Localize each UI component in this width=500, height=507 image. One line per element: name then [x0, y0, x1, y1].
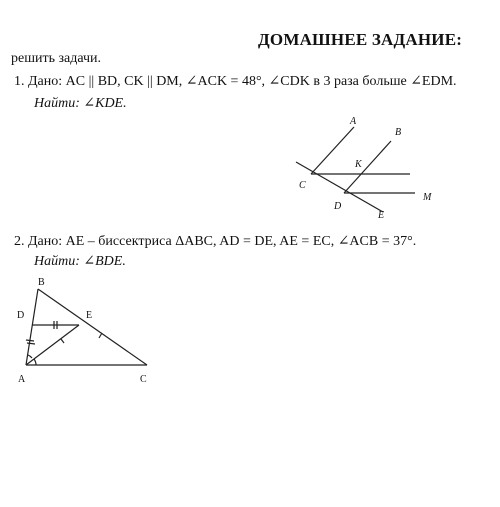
point-label-a: A [350, 116, 357, 127]
point-label-c: C [299, 180, 306, 191]
point-label-e: E [378, 210, 385, 221]
page-title: ДОМАШНЕЕ ЗАДАНИЕ: [258, 30, 463, 49]
point-label-k: K [355, 159, 362, 170]
intro-text: решить задачи. [11, 51, 102, 66]
angle-arc-2 [28, 355, 32, 358]
tri-label-b: B [38, 277, 45, 288]
tick-ec [99, 333, 102, 338]
side-ab [26, 289, 38, 365]
tri-label-d: D [17, 310, 25, 321]
angle-arc-1 [34, 359, 36, 365]
bisector-ae [26, 325, 79, 365]
tri-label-e: E [86, 310, 93, 321]
tri-label-c: C [140, 374, 147, 385]
line-ac [311, 127, 354, 174]
point-label-d: D [334, 201, 342, 212]
tick-ad-1 [26, 340, 34, 341]
problem-2-figure [26, 289, 147, 365]
problem-1-find: Найти: ∠KDE. [34, 96, 127, 111]
point-label-b: B [395, 127, 402, 138]
line-bd [344, 141, 391, 193]
problem-2-find: Найти: ∠BDE. [34, 254, 126, 269]
tick-ae [61, 339, 64, 343]
point-label-m: M [423, 192, 432, 203]
problem-1-given: 1. Дано: AC || BD, CK || DM, ∠ACK = 48°, ∠CDK в 3 раза больше ∠EDM. [14, 74, 457, 89]
tick-ad-2 [27, 343, 35, 344]
problem-2-given: 2. Дано: AE – биссектриса ΔABC, AD = DE, AE = EC, ∠ACB = 37°. [14, 234, 417, 249]
tri-label-a: A [18, 374, 26, 385]
